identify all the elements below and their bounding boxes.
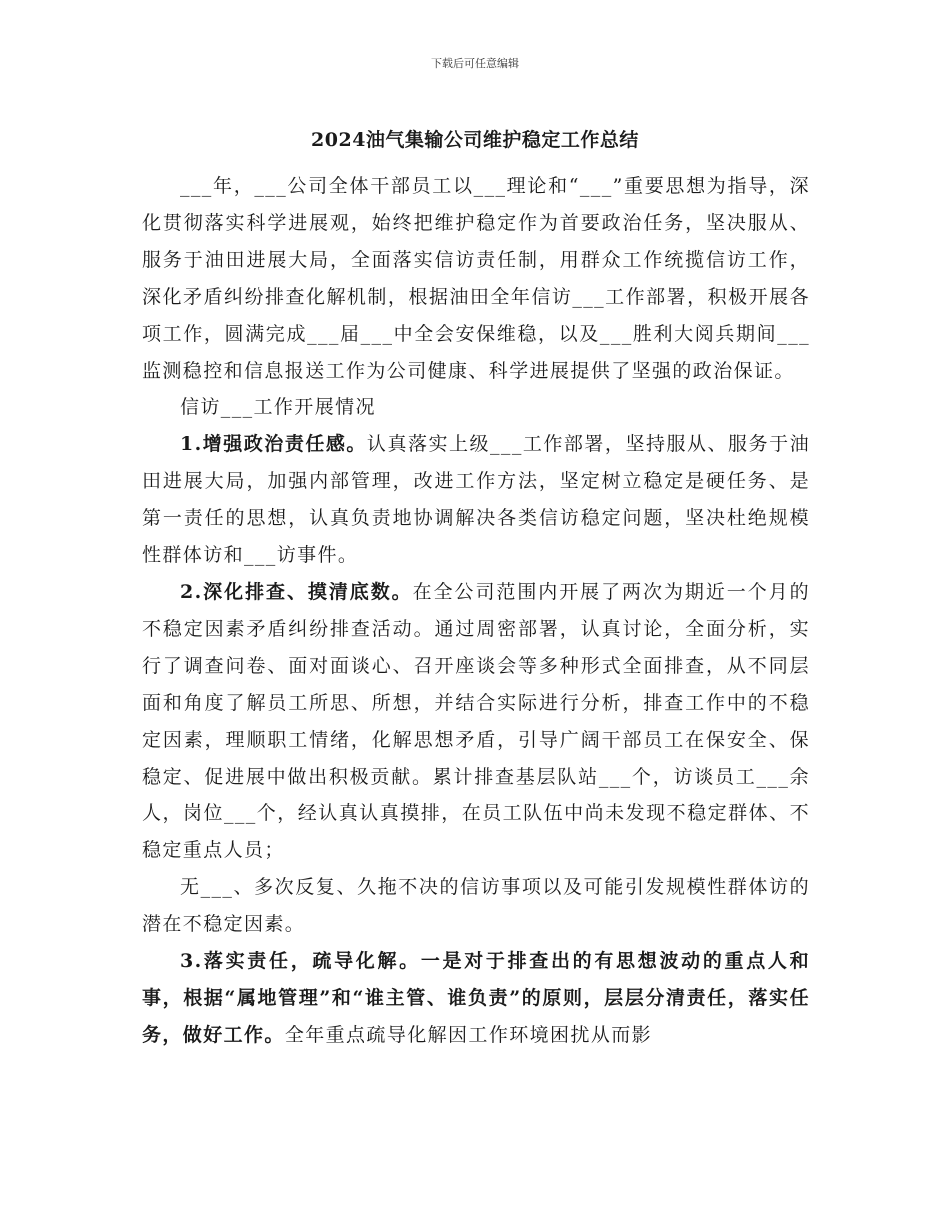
paragraph-item-1 — [142, 426, 810, 574]
item-2-text: 在全公司范围内开展了两次为期近一个月的不稳定因素矛盾纠纷排查活动。通过周密部署，认真讨论，全面分析，实行了调查问卷、面对面谈心、召开座谈会等多种形式全面排查，从不同层面和角度了解员工所思、所想，并结合实际进行分析，排查工作中的不稳定因素，理顺职工情绪，化解思想矛盾，引导广阔干部员工在保安全、保稳定、促进展中做出积极贡献。累计排查基层队站___个，访谈员工___余人，岗位___个，经认真认真摸排，在员工队伍中尚未发现不稳定群体、不稳定重点人员； — [142, 580, 811, 862]
item-3-text: 全年重点疏导化解因工作环境困扰从而影 — [284, 1023, 653, 1046]
paragraph-item-2-continued: 无___、多次反复、久拖不决的信访事项以及可能引发规模性群体访的潜在不稳定因素。 — [142, 876, 810, 936]
item-1-heading: 1.增强政治责任感。 — [180, 433, 367, 456]
section-heading: 信访___工作开展情况 — [180, 396, 376, 419]
paragraph-intro: ___年，___公司全体干部员工以___理论和“___”重要思想为指导，深化贯彻落实科学进展观，始终把维护稳定作为首要政治任务，坚决服从、服务于油田进展大局，全面落实信访责任制，用群众工作统揽信访工作，深化矛盾纠纷排查化解机制，根据油田全年信访___工作部署，积极开展各项工作，圆满完成___届___中全会安保维稳，以及___胜利大阅兵期间___监测稳控和信息报送工作为公司健康、科学进展提供了坚强的政治保证。 — [142, 175, 810, 382]
item-2-heading: 2.深化排查、摸清底数。 — [180, 580, 413, 603]
item-3-heading: 3.落实责任，疏导化解。一是对于排查出的有思想波动的重点人和事，根据“属地管理”和“谁主管、谁负责”的原则，层层分清责任，落实任务，做好工作。 — [142, 950, 810, 1046]
header-note: 下载后可任意编辑 — [431, 57, 519, 70]
paragraph-item-3 — [142, 943, 810, 1054]
document-body — [142, 168, 810, 1054]
document-title: 2024油气集输公司维护稳定工作总结 — [311, 129, 639, 151]
paragraph-item-2 — [142, 574, 810, 869]
item-1-text: 认真落实上级___工作部署，坚持服从、服务于油田进展大局，加强内部管理，改进工作方法，坚定树立稳定是硬任务、是第一责任的思想，认真负责地协调解决各类信访稳定问题，坚决杜绝规模性群体访和___访事件。 — [142, 433, 811, 567]
